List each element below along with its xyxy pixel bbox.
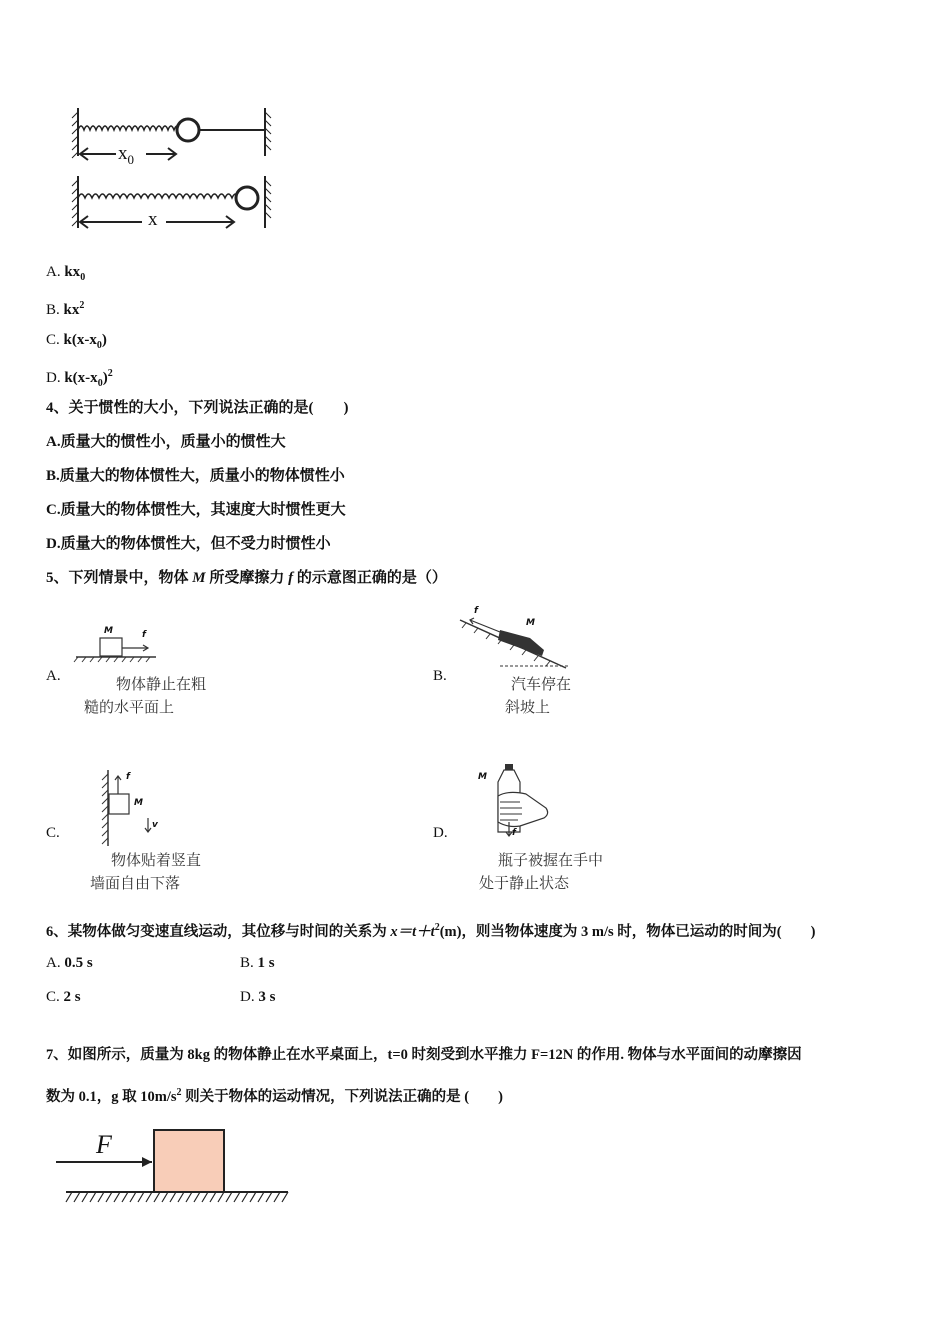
q5-figure-c [98, 770, 158, 850]
q5-c-caption-2: 墙面自由下落 [90, 874, 181, 892]
q3-option-a[interactable]: A. $kx_0$ [46, 264, 86, 283]
q3-option-b[interactable]: B. $kx^2$ [46, 300, 85, 318]
q7-label-f: F [96, 1130, 112, 1159]
q5-c-label-m: M [134, 798, 143, 808]
q5-option-d-key[interactable]: D. [433, 825, 448, 841]
q5-figure-a [76, 622, 166, 662]
q5-a-label-f: f [142, 630, 146, 640]
q5-b-label-m: M [526, 618, 535, 628]
spring-figure [68, 104, 288, 234]
q5-d-caption-1: 瓶子被握在手中 [498, 851, 604, 869]
q5-a-caption-1: 物体静止在粗 [116, 675, 207, 693]
q5-figure-b [456, 608, 576, 668]
q4-option-b[interactable]: B.质量大的物体惯性大，质量小的物体惯性小 [46, 468, 345, 484]
q7-figure [54, 1126, 294, 1206]
q6-option-c[interactable]: C. 2 s [46, 989, 81, 1005]
q7-block [154, 1130, 224, 1192]
q4-option-a[interactable]: A.质量大的惯性小，质量小的惯性大 [46, 434, 286, 450]
spring-label-x: x [148, 209, 158, 230]
q5-figure-d [484, 760, 554, 840]
q6-option-d[interactable]: D. 3 s [240, 989, 276, 1005]
q5-stem: 5、下列情景中，物体 M 所受摩擦力 f 的示意图正确的是（） [46, 570, 447, 586]
q6-option-a[interactable]: A. 0.5 s [46, 955, 93, 971]
q5-option-a-key[interactable]: A. [46, 668, 61, 684]
q4-option-c[interactable]: C.质量大的物体惯性大，其速度大时惯性更大 [46, 502, 346, 518]
q6-option-b[interactable]: B. 1 s [240, 955, 275, 971]
q7-stem-line1: 7、如图所示，质量为 8kg 的物体静止在水平桌面上，t=0 时刻受到水平推力 F=12N 的作用. 物体与水平面间的动摩擦因 [46, 1047, 802, 1063]
q5-c-label-f: f [126, 772, 130, 782]
q7-stem-line2: 数为 0.1，g 取 $10m/s^2$ 则关于物体的运动情况，下列说法正确的是 ( ) [46, 1087, 503, 1105]
q5-c-caption-1: 物体贴着竖直 [111, 851, 202, 869]
q5-option-c-key[interactable]: C. [46, 825, 60, 841]
q5-d-label-f: f [512, 828, 516, 838]
spring-label-x0: $x_0$ [118, 143, 134, 167]
q5-a-label-m: M [104, 626, 113, 636]
q3-option-c[interactable]: C. $k(x-x_0)$ [46, 332, 107, 351]
q5-b-caption-2: 斜坡上 [505, 698, 551, 716]
q5-d-label-m: M [478, 772, 487, 782]
q4-option-d[interactable]: D.质量大的物体惯性大，但不受力时惯性小 [46, 536, 331, 552]
q5-b-caption-1: 汽车停在 [511, 675, 572, 693]
q3-option-d[interactable]: D. $k(x-x_0)^2$ [46, 368, 113, 389]
q5-option-b-key[interactable]: B. [433, 668, 447, 684]
q5-d-caption-2: 处于静止状态 [479, 874, 570, 892]
q6-stem: 6、某物体做匀变速直线运动，其位移与时间的关系为 $x=t+t^2(m)$，则当物体速度为 3 m/s 时，物体已运动的时间为( ) [46, 922, 816, 940]
q5-b-label-f: f [474, 606, 478, 616]
q5-a-caption-2: 糙的水平面上 [84, 698, 175, 716]
q5-c-label-v: v [152, 820, 158, 830]
q4-stem: 4、关于惯性的大小，下列说法正确的是( ) [46, 400, 349, 416]
